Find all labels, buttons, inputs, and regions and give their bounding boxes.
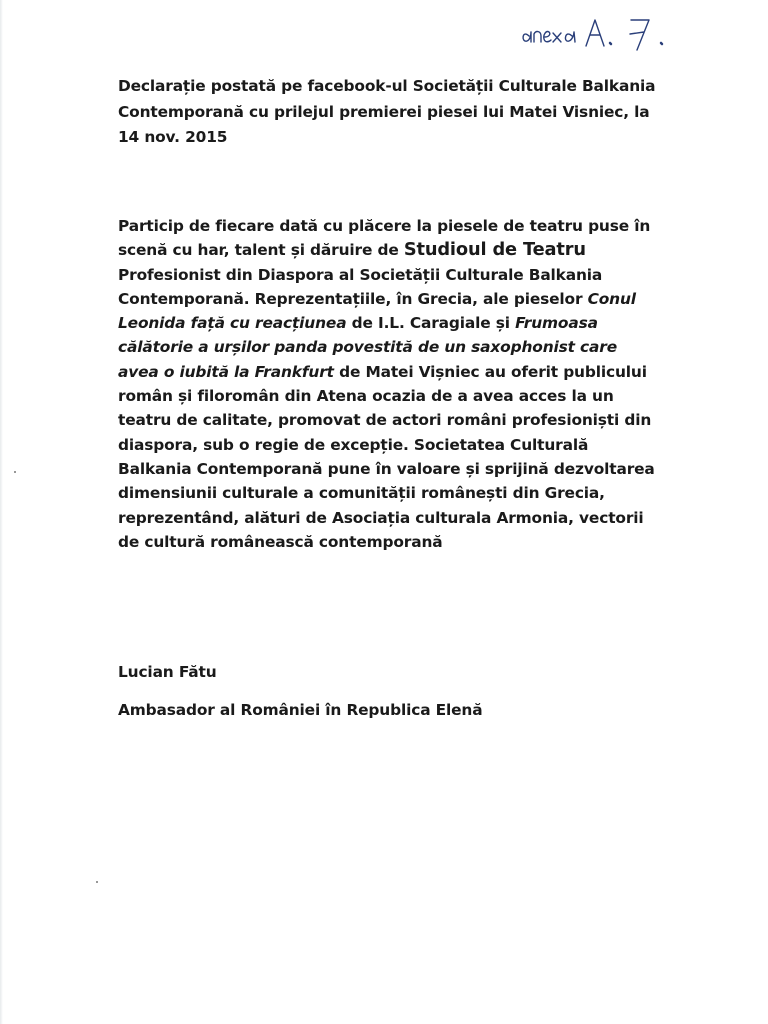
play-title: Frumoasa bbox=[515, 314, 598, 333]
declaration-body bbox=[118, 214, 658, 554]
scan-speck bbox=[96, 881, 98, 883]
ambassador-name: Lucian Fătu bbox=[118, 663, 217, 681]
play-title-line: călătorie a urșilor panda povestită de un saxophonist care bbox=[118, 338, 617, 357]
signature-block bbox=[118, 660, 482, 722]
studio-name: Studioul de Teatru bbox=[403, 239, 586, 261]
body-text: de I.L. Caragiale și bbox=[346, 314, 516, 333]
heading-line: Contemporană cu prilejul premierei piesei lui Matei Visniec, la bbox=[118, 102, 650, 121]
ambassador-title: Ambasador al României în Republica Elenă bbox=[118, 701, 483, 719]
body-line: de cultură românească contemporană bbox=[118, 532, 443, 551]
heading-line: Declarație postată pe facebook-ul Societății Culturale Balkania bbox=[118, 77, 656, 95]
scan-edge bbox=[0, 0, 3, 1024]
body-line: român și filoromân din Atena ocazia de a avea acces la un bbox=[118, 387, 614, 406]
document-heading bbox=[118, 74, 658, 151]
body-line bbox=[118, 287, 658, 311]
handwritten-annotation-graphic bbox=[518, 10, 688, 58]
play-title: Conul bbox=[587, 289, 636, 308]
body-line bbox=[118, 311, 658, 335]
body-line: dimensiunii culturale a comunității românești din Grecia, bbox=[118, 484, 605, 503]
body-text: Contemporană. Reprezentațiile, în Grecia, ale pieselor bbox=[118, 289, 588, 308]
body-line: Profesionist din Diaspora al Societății Culturale Balkania bbox=[118, 265, 603, 284]
body-text: de Matei Vișniec au oferit publicului bbox=[333, 362, 647, 381]
body-line: teatru de calitate, promovat de actori români profesioniști din bbox=[118, 411, 652, 430]
body-text: scenă cu har, talent și dăruire de bbox=[118, 241, 404, 260]
scan-speck bbox=[14, 471, 16, 473]
heading-line: 14 nov. 2015 bbox=[118, 128, 228, 146]
handwritten-annotation bbox=[518, 10, 688, 58]
body-line: diaspora, sub o regie de excepție. Societatea Culturală bbox=[118, 435, 589, 454]
body-line bbox=[118, 238, 658, 262]
body-line: Balkania Contemporană pune în valoare și sprijină dezvoltarea bbox=[118, 459, 655, 478]
body-line bbox=[118, 360, 658, 384]
body-line: Particip de fiecare dată cu plăcere la piesele de teatru puse în bbox=[118, 217, 651, 235]
play-title: Leonida față cu reacțiunea bbox=[118, 314, 347, 333]
body-line: reprezentând, alături de Asociația culturala Armonia, vectorii bbox=[118, 508, 644, 527]
play-title: avea o iubită la Frankfurt bbox=[118, 362, 334, 381]
